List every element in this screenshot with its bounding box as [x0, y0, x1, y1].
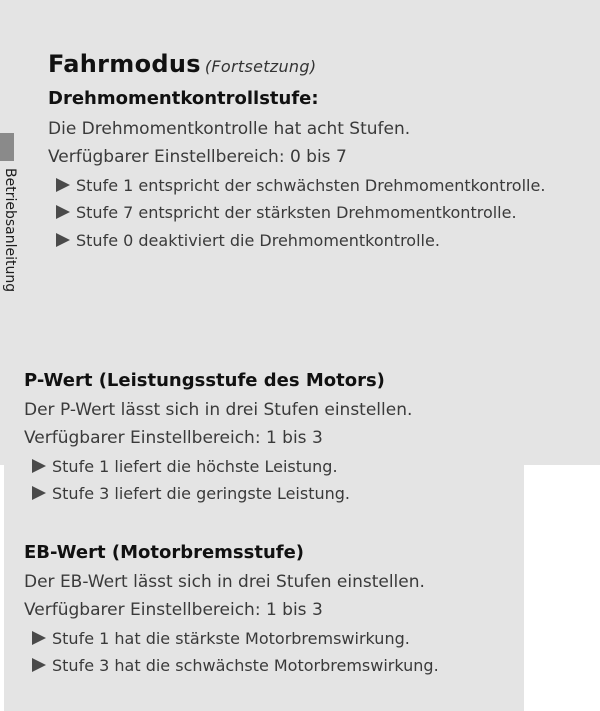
- triangle-bullet-icon: [32, 631, 46, 645]
- section-text-line: Verfügbarer Einstellbereich: 0 bis 7: [48, 147, 347, 167]
- section-text-line: Die Drehmomentkontrolle hat acht Stufen.: [48, 119, 411, 139]
- section-heading-p-value: P-Wert (Leistungsstufe des Motors): [24, 370, 385, 391]
- bullet-item: [56, 203, 517, 223]
- triangle-bullet-icon: [32, 658, 46, 672]
- section-text-line: Der P-Wert lässt sich in drei Stufen einstellen.: [24, 400, 413, 420]
- section-heading-eb-value: EB-Wert (Motorbremsstufe): [24, 542, 305, 563]
- bullet-text: Stufe 1 entspricht der schwächsten Drehmomentkontrolle.: [76, 176, 546, 195]
- bullet-item: [32, 656, 439, 676]
- bullet-text: Stufe 7 entspricht der stärksten Drehmomentkontrolle.: [76, 203, 517, 222]
- bullet-item: [32, 484, 350, 504]
- section-text-line: Der EB-Wert lässt sich in drei Stufen einstellen.: [24, 572, 425, 592]
- bullet-item: [56, 176, 545, 196]
- bullet-text: Stufe 1 hat die stärkste Motorbremswirkung.: [52, 629, 410, 648]
- bullet-text: Stufe 3 hat die schwächste Motorbremswirkung.: [52, 656, 439, 675]
- page-subtitle: (Fortsetzung): [204, 57, 317, 76]
- section-text-line: Verfügbarer Einstellbereich: 1 bis 3: [24, 600, 323, 620]
- triangle-bullet-icon: [32, 459, 46, 473]
- bullet-item: [32, 629, 410, 649]
- page-title-text: Fahrmodus: [48, 50, 201, 78]
- triangle-bullet-icon: [56, 233, 70, 247]
- side-section-label: Betriebsanleitung: [2, 168, 18, 293]
- bullet-text: Stufe 1 liefert die höchste Leistung.: [52, 457, 338, 476]
- triangle-bullet-icon: [32, 486, 46, 500]
- bullet-item: [32, 457, 338, 477]
- bullet-text: Stufe 0 deaktiviert die Drehmomentkontrolle.: [76, 231, 440, 250]
- bullet-text: Stufe 3 liefert die geringste Leistung.: [52, 484, 350, 503]
- triangle-bullet-icon: [56, 205, 70, 219]
- section-tab-marker: [0, 133, 14, 161]
- triangle-bullet-icon: [56, 178, 70, 192]
- section-text-line: Verfügbarer Einstellbereich: 1 bis 3: [24, 428, 323, 448]
- section-heading-torque: Drehmomentkontrollstufe:: [48, 88, 319, 109]
- page-title: [48, 50, 316, 78]
- bullet-item: [56, 231, 440, 251]
